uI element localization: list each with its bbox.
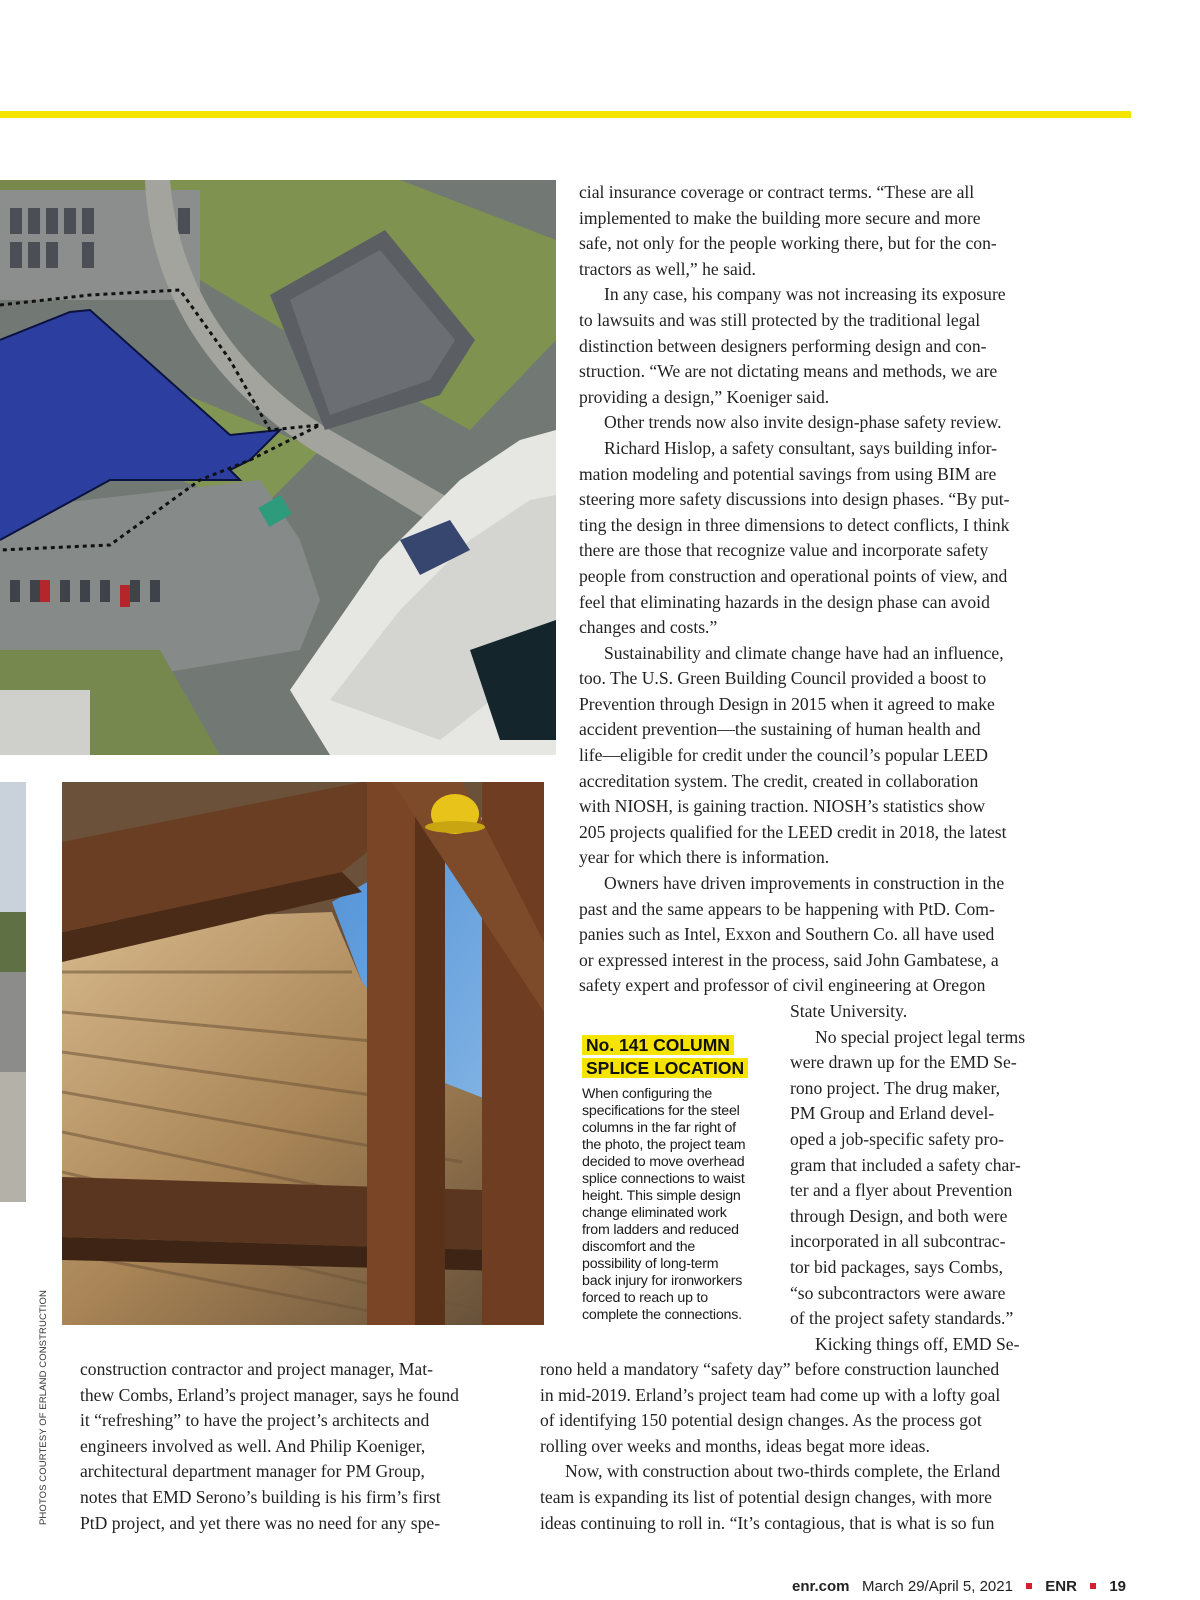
left-photo-edge: [0, 782, 26, 1202]
article-text-line: year for which there is information.: [579, 847, 830, 868]
article-text-line: in mid-2019. Erland’s project team had come up with a lofty goal: [540, 1384, 1001, 1405]
article-text-line: feel that eliminating hazards in the design phase can avoid: [579, 591, 990, 612]
article-text-line: Sustainability and climate change have had an influence,: [604, 642, 1004, 663]
article-text-line: construction contractor and project manager, Mat-: [80, 1359, 433, 1379]
article-text-line: changes and costs.”: [579, 617, 718, 638]
article-text-line: Kicking things off, EMD Se-: [815, 1333, 1020, 1354]
photo-caption: [582, 1035, 782, 1324]
caption-text-line: discomfort and the: [582, 1239, 696, 1255]
caption-text-line: back injury for ironworkers: [582, 1273, 743, 1289]
folio-page-number: 19: [1109, 1578, 1126, 1595]
article-text-line: Now, with construction about two-thirds complete, the Erland: [565, 1461, 1001, 1482]
article-text-line: of the project safety standards.”: [790, 1308, 1014, 1329]
article-text-line: past and the same appears to be happening with PtD. Com-: [579, 898, 995, 919]
article-text-line: rolling over weeks and months, ideas begat more ideas.: [540, 1435, 930, 1456]
caption-text-line: from ladders and reduced: [582, 1222, 739, 1238]
article-text-line: accident prevention—the sustaining of human health and: [579, 719, 981, 740]
caption-text-line: complete the connections.: [582, 1307, 742, 1323]
article-text-line: tor bid packages, says Combs,: [790, 1256, 1004, 1277]
folio-site: enr.com: [791, 1578, 850, 1595]
caption-title-line-2: SPLICE LOCATION: [582, 1058, 748, 1078]
article-text-line: engineers involved as well. And Philip Koeniger,: [80, 1435, 426, 1456]
caption-text-line: specifications for the steel: [582, 1103, 740, 1119]
article-text-line: distinction between designers performing design and con-: [579, 335, 987, 356]
article-text-line: tractors as well,” he said.: [579, 258, 756, 279]
article-text-line: providing a design,” Koeniger said.: [579, 386, 830, 407]
article-column-right: [579, 180, 1073, 999]
caption-text-line: splice connections to waist: [582, 1171, 745, 1187]
caption-text-line: change eliminated work: [582, 1205, 727, 1221]
article-text-line: notes that EMD Serono’s building is his firm’s first: [80, 1486, 441, 1507]
article-text-line: rono project. The drug maker,: [790, 1077, 1001, 1098]
article-text-line: ter and a flyer about Prevention: [790, 1180, 1013, 1201]
article-text-line: cial insurance coverage or contract terms. “These are all: [579, 182, 975, 202]
article-text-line: ideas continuing to roll in. “It’s contagious, that is what is so fun: [540, 1512, 995, 1533]
article-text-line: incorporated in all subcontrac-: [790, 1231, 1006, 1252]
folio-date: March 29/April 5, 2021: [862, 1578, 1013, 1595]
article-text-line: ting the design in three dimensions to detect conflicts, I think: [579, 514, 1010, 535]
caption-text-line: columns in the far right of: [582, 1120, 736, 1136]
article-text-line: it “refreshing” to have the project’s architects and: [80, 1410, 430, 1431]
article-text-line: In any case, his company was not increasing its exposure: [604, 284, 1006, 305]
article-column-bottom-left: [80, 1357, 500, 1536]
article-text-line: struction. “We are not dictating means and methods, we are: [579, 361, 998, 382]
article-text-line: Other trends now also invite design-phase safety review.: [604, 412, 1002, 433]
article-column-narrow: [790, 999, 1075, 1357]
page-folio: [792, 1578, 1126, 1595]
article-text-line: too. The U.S. Green Building Council provided a boost to: [579, 668, 987, 689]
article-text-line: No special project legal terms: [815, 1026, 1026, 1047]
folio-separator-icon: [1090, 1583, 1096, 1589]
article-text-line: there are those that recognize value and incorporate safety: [579, 540, 989, 561]
folio-separator-icon: [1026, 1583, 1032, 1589]
article-text-line: Prevention through Design in 2015 when it agreed to make: [579, 693, 995, 714]
article-text-line: of identifying 150 potential design changes. As the process got: [540, 1410, 982, 1431]
article-text-line: implemented to make the building more secure and more: [579, 207, 981, 228]
article-text-line: rono held a mandatory “safety day” before construction launched: [540, 1359, 1000, 1379]
article-text-line: “so subcontractors were aware: [790, 1282, 1006, 1303]
aerial-site-photo: [0, 180, 556, 755]
top-rule: [0, 111, 1131, 118]
article-text-line: to lawsuits and was still protected by the traditional legal: [579, 309, 981, 330]
article-text-line: life—eligible for credit under the council’s popular LEED: [579, 745, 988, 766]
caption-text-line: forced to reach up to: [582, 1290, 708, 1306]
article-text-line: safety expert and professor of civil engineering at Oregon: [579, 975, 986, 996]
article-text-line: Owners have driven improvements in construction in the: [604, 873, 1005, 894]
article-text-line: or expressed interest in the process, said John Gambatese, a: [579, 949, 999, 970]
article-text-line: steering more safety discussions into design phases. “By put-: [579, 489, 1010, 510]
article-text-line: team is expanding its list of potential design changes, with more: [540, 1486, 992, 1507]
article-text-line: 205 projects qualified for the LEED credit in 2018, the latest: [579, 821, 1007, 842]
article-text-line: Richard Hislop, a safety consultant, says building infor-: [604, 437, 997, 458]
photo-credit: PHOTOS COURTESY OF ERLAND CONSTRUCTION: [38, 1290, 49, 1525]
article-text-line: oped a job-specific safety pro-: [790, 1128, 1004, 1149]
article-text-line: gram that included a safety char-: [790, 1154, 1021, 1175]
article-text-line: through Design, and both were: [790, 1205, 1008, 1226]
steel-column-photo: [62, 782, 544, 1325]
article-text-line: mation modeling and potential savings from using BIM are: [579, 463, 997, 484]
article-text-line: thew Combs, Erland’s project manager, says he found: [80, 1384, 459, 1405]
caption-text-line: decided to move overhead: [582, 1154, 745, 1170]
caption-text-line: height. This simple design: [582, 1188, 741, 1204]
caption-title-line-1: No. 141 COLUMN: [582, 1035, 734, 1055]
article-text-line: safe, not only for the people working there, but for the con-: [579, 233, 997, 254]
article-text-line: panies such as Intel, Exxon and Southern Co. all have used: [579, 924, 995, 945]
caption-text-line: possibility of long-term: [582, 1256, 719, 1272]
article-text-line: PM Group and Erland devel-: [790, 1103, 995, 1124]
article-text-line: people from construction and operational points of view, and: [579, 565, 1008, 586]
article-text-line: were drawn up for the EMD Se-: [790, 1052, 1017, 1073]
article-column-bottom-right: [540, 1357, 1076, 1536]
article-text-line: architectural department manager for PM Group,: [80, 1461, 425, 1482]
article-text-line: State University.: [790, 1001, 908, 1021]
article-text-line: with NIOSH, is gaining traction. NIOSH’s statistics show: [579, 796, 986, 817]
article-text-line: PtD project, and yet there was no need for any spe-: [80, 1512, 441, 1533]
caption-text-line: When configuring the: [582, 1086, 713, 1102]
caption-text-line: the photo, the project team: [582, 1137, 746, 1153]
folio-brand: ENR: [1045, 1578, 1077, 1595]
caption-body: [582, 1086, 782, 1324]
article-text-line: accreditation system. The credit, created in collaboration: [579, 770, 979, 791]
